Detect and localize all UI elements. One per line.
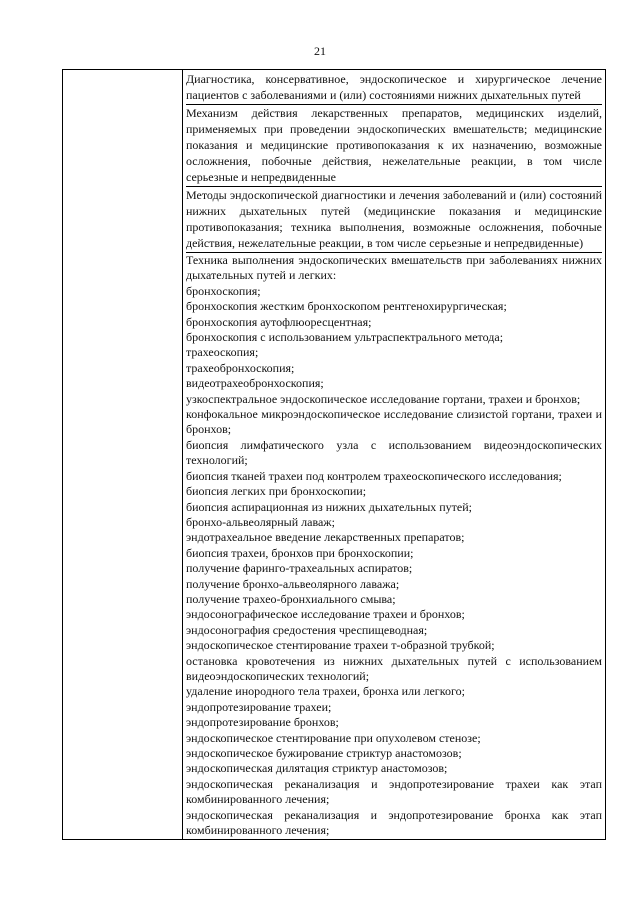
technique-item: трахеобронхоскопия; <box>186 360 295 375</box>
content-cell <box>183 70 606 840</box>
left-empty-cell <box>63 70 183 840</box>
technique-item: эндоскопическое стентирование трахеи т-образной трубкой; <box>186 638 495 653</box>
technique-item: эндопротезирование бронхов; <box>186 715 339 730</box>
technique-item: эндоскопическое бужирование стриктур анастомозов; <box>186 746 462 760</box>
technique-item: биопсия трахеи, бронхов при бронхоскопии; <box>186 545 414 560</box>
technique-item: остановка кровотечения из нижних дыхательных путей с использованием видеоэндоскопических технологий; <box>186 653 602 683</box>
technique-item: эндоскопическая дилятация стриктур анастомозов; <box>186 761 448 776</box>
technique-item: узкоспектральное эндоскопическое исследование гортани, трахеи и бронхов; <box>186 391 581 406</box>
technique-item: биопсия аспирационная из нижних дыхательных путей; <box>186 499 473 514</box>
requirements-table <box>62 69 606 840</box>
technique-item: получение бронхо-альвеолярного лаважа; <box>186 576 400 591</box>
technique-item: эндопротезирование трахеи; <box>186 699 332 714</box>
technique-item: биопсия лимфатического узла с использованием видеоэндоскопических технологий; <box>186 437 602 468</box>
technique-item: биопсия легких при бронхоскопии; <box>186 484 367 499</box>
technique-item: эндоскопическая реканализация и эндопротезирование трахеи как этап комбинированного лечения; <box>186 776 602 807</box>
technique-item: бронхо-альвеолярный лаваж; <box>186 514 335 529</box>
technique-item: бронхоскопия аутофлюоресцентная; <box>186 314 372 329</box>
technique-item: получение фаринго-трахеальных аспиратов; <box>186 561 413 576</box>
table-row <box>63 70 606 840</box>
techniques-heading: Техника выполнения эндоскопических вмешательств при заболеваниях нижних дыхательных путей и легких: <box>186 253 602 283</box>
technique-item: эндоскопическая реканализация и эндопротезирование бронха как этап комбинированного лечения; <box>186 807 602 838</box>
techniques-block <box>186 253 602 839</box>
technique-item: эндосонография средостения чреспищеводная; <box>186 622 428 637</box>
technique-item: трахеоскопия; <box>186 345 259 360</box>
knowledge-block-3: Методы эндоскопической диагностики и лечения заболеваний и (или) состояний нижних дыхательных путей (медицинские показания и медицинские противопоказания; техника выполнения, возможные осложнения, побочные действия, нежелательные реакции, в том числе серьезные и непредвиденные) <box>186 187 602 253</box>
technique-item: бронхоскопия жестким бронхоскопом рентгенохирургическая; <box>186 299 507 314</box>
techniques-list <box>186 284 602 839</box>
technique-item: видеотрахеобронхоскопия; <box>186 376 324 391</box>
technique-item: бронхоскопия; <box>186 283 261 298</box>
technique-item: удаление инородного тела трахеи, бронха или легкого; <box>186 684 465 699</box>
knowledge-block-1: Диагностика, консервативное, эндоскопическое и хирургическое лечение пациентов с заболеваниями и (или) состояниями нижних дыхательных путей <box>186 71 602 105</box>
technique-item: биопсия тканей трахеи под контролем трахеоскопического исследования; <box>186 468 562 483</box>
technique-item: бронхоскопия с использованием ультраспектрального метода; <box>186 330 504 345</box>
technique-item: конфокальное микроэндоскопическое исследование слизистой гортани, трахеи и бронхов; <box>186 407 602 437</box>
knowledge-block-2: Механизм действия лекарственных препаратов, медицинских изделий, применяемых при проведении эндоскопических вмешательств; медицинские показания и медицинские противопоказания к их назначению, возможные осложнения, побочные действия, нежелательные реакции, в том числе серьезные и непредвиденные <box>186 105 602 187</box>
technique-item: эндоскопическое стентирование при опухолевом стенозе; <box>186 730 481 745</box>
page-number: 21 <box>314 44 326 58</box>
technique-item: эндотрахеальное введение лекарственных препаратов; <box>186 530 465 545</box>
technique-item: получение трахео-бронхиального смыва; <box>186 591 396 606</box>
technique-item: эндосонографическое исследование трахеи и бронхов; <box>186 607 465 622</box>
